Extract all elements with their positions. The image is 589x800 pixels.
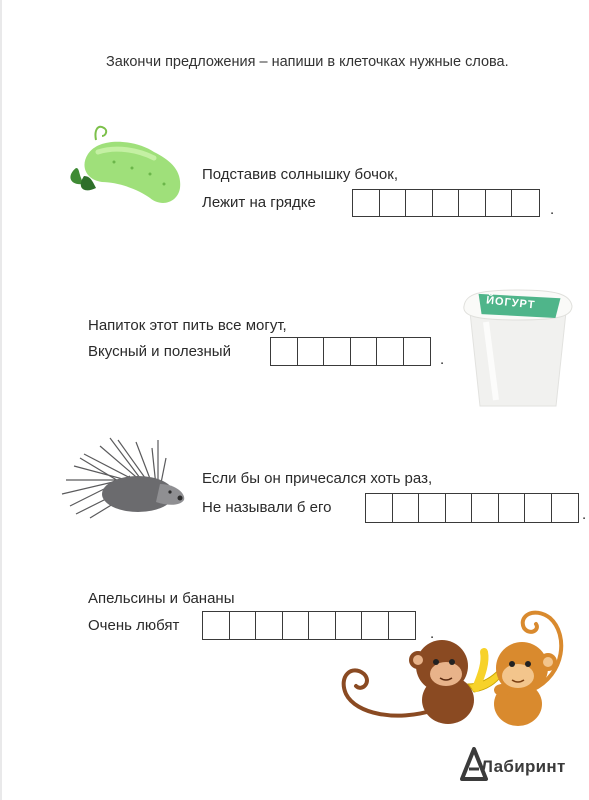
instruction-text: Закончи предложения – напиши в клеточках нужные слова. <box>106 54 509 70</box>
answer-cell[interactable] <box>283 612 310 639</box>
answer-cell[interactable] <box>230 612 257 639</box>
riddle-2-line-2: Вкусный и полезный <box>88 343 231 360</box>
answer-cell[interactable] <box>393 494 420 522</box>
answer-cell[interactable] <box>472 494 499 522</box>
publisher-logo <box>459 747 585 783</box>
answer-cell[interactable] <box>433 190 460 216</box>
answer-cell[interactable] <box>486 190 513 216</box>
answer-cell[interactable] <box>271 338 298 365</box>
answer-cell[interactable] <box>512 190 539 216</box>
answer-cell[interactable] <box>298 338 325 365</box>
answer-cell[interactable] <box>324 338 351 365</box>
answer-cell[interactable] <box>380 190 407 216</box>
answer-cell[interactable] <box>525 494 552 522</box>
answer-cell[interactable] <box>203 612 230 639</box>
riddle-3-period: . <box>582 506 587 523</box>
riddle-4-period: . <box>430 625 435 642</box>
answer-cell[interactable] <box>309 612 336 639</box>
riddle-2-period: . <box>440 351 445 368</box>
riddle-1-line-2: Лежит на грядке <box>202 194 316 211</box>
publisher-name: Лабиринт <box>481 757 566 776</box>
answer-cell[interactable] <box>459 190 486 216</box>
page-edge <box>0 0 2 800</box>
answer-cell[interactable] <box>446 494 473 522</box>
riddle-3-line-2: Не называли б его <box>202 499 332 516</box>
answer-cell[interactable] <box>366 494 393 522</box>
riddle-4-line-1: Апельсины и бананы <box>88 590 235 607</box>
answer-cell[interactable] <box>377 338 404 365</box>
answer-cell[interactable] <box>351 338 378 365</box>
answer-cell[interactable] <box>353 190 380 216</box>
answer-cell[interactable] <box>404 338 431 365</box>
yogurt-label: ЙОГУРТ <box>485 294 536 312</box>
answer-cell[interactable] <box>419 494 446 522</box>
riddle-2-answer-boxes[interactable] <box>270 337 431 366</box>
answer-cell[interactable] <box>256 612 283 639</box>
riddle-1-answer-boxes[interactable] <box>352 189 540 217</box>
cucumber-illustration <box>66 118 190 218</box>
riddle-1-period: . <box>550 201 555 218</box>
monkeys-with-banana-illustration <box>336 604 570 732</box>
riddle-1-line-1: Подставив солнышку бочок, <box>202 166 398 183</box>
riddle-3-answer-boxes[interactable] <box>365 493 579 523</box>
hedgehog-illustration <box>60 436 192 520</box>
riddle-3-line-1: Если бы он причесался хоть раз, <box>202 470 433 487</box>
answer-cell[interactable] <box>552 494 579 522</box>
riddle-4-line-2: Очень любят <box>88 617 180 634</box>
answer-cell[interactable] <box>406 190 433 216</box>
riddle-2-line-1: Напиток этот пить все могут, <box>88 317 287 334</box>
answer-cell[interactable] <box>499 494 526 522</box>
